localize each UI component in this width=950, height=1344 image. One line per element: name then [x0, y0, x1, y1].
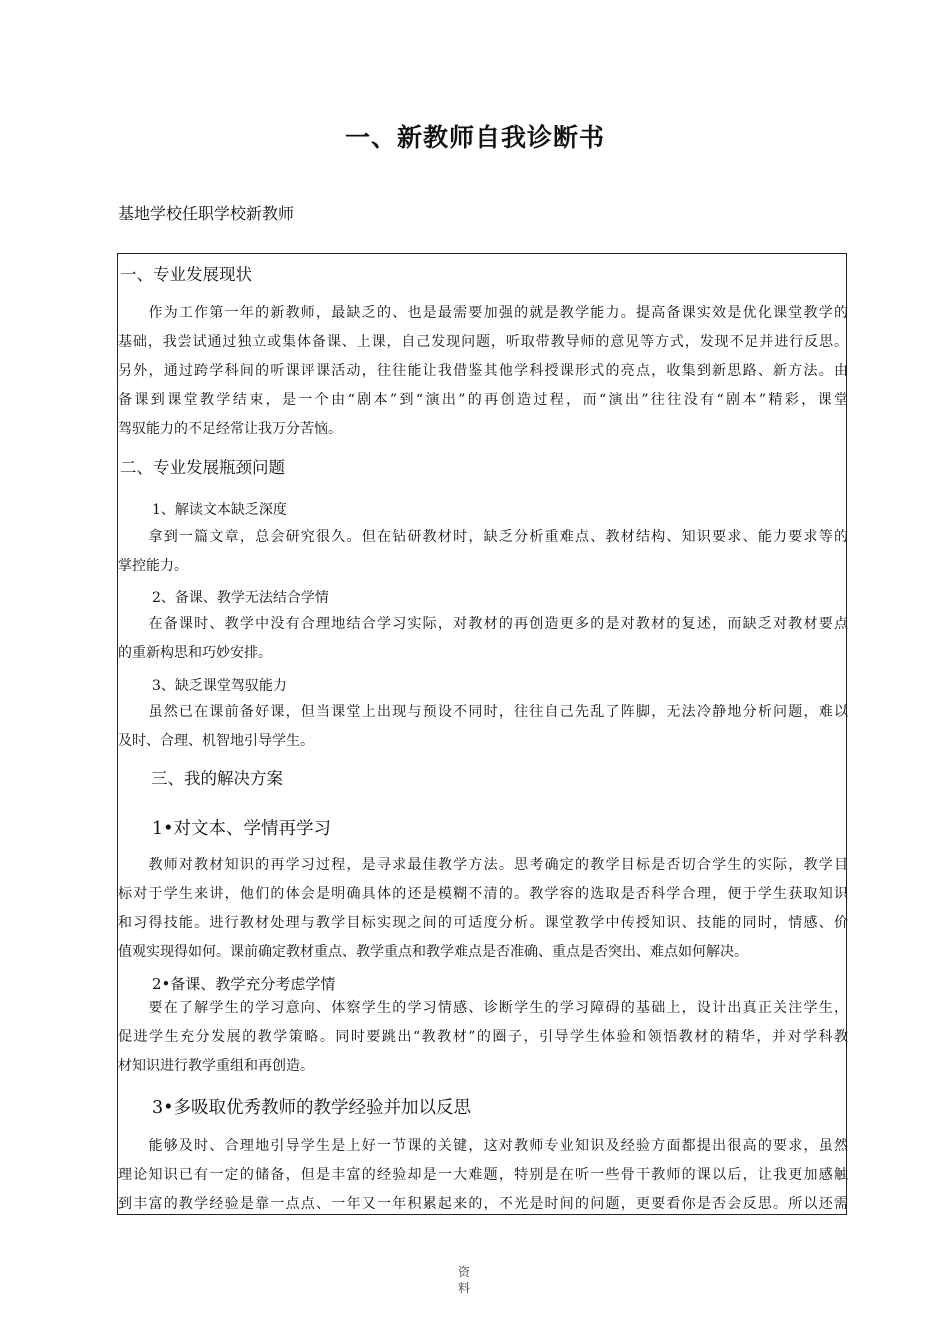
paragraph-line: 另外，通过跨学科间的听课评课活动，往往能让我借鉴其他学科授课形式的亮点，收集到新思路、新方法。由	[118, 363, 848, 379]
section2-item1-paragraph	[118, 523, 848, 581]
section3-item1-paragraph	[118, 851, 848, 967]
section2-item2-paragraph	[118, 610, 848, 668]
section3-item2-title: 2•备课、教学充分考虑学情	[152, 975, 336, 993]
section3-item1-title: 1•对文本、学情再学习	[152, 819, 331, 839]
section3-item3-title: 3•多吸取优秀教师的教学经验并加以反思	[152, 1098, 471, 1118]
paragraph-line: 作为工作第一年的新教师，最缺乏的、也是最需要加强的就是教学能力。提高备课实效是优化课堂教学的	[118, 305, 848, 321]
section3-item2-paragraph	[118, 994, 848, 1081]
paragraph-line: 材知识进行教学重组和再创造。	[118, 1058, 314, 1074]
document-title: 一、新教师自我诊断书	[344, 123, 605, 152]
paragraph-line: 及时、合理、机智地引导学生。	[118, 733, 314, 749]
paragraph-line: 到丰富的教学经验是靠一点点、一年又一年积累起来的，不光是时间的问题，更要看你是否会反思。所以还需	[118, 1196, 848, 1212]
paragraph-line: 的重新构思和巧妙安排。	[118, 645, 272, 661]
section2-item3-title: 3、缺乏课堂驾驭能力	[152, 678, 287, 694]
paragraph-line: 标对于学生来讲，他们的体会是明确具体的还是模糊不清的。教学容的选取是否科学合理，便于学生获取知识	[118, 886, 848, 902]
document-subtitle: 基地学校任职学校新教师	[118, 204, 295, 223]
paragraph-line: 理论知识已有一定的储备，但是丰富的经验却是一大难题，特别是在听一些骨干教师的课以后，让我更加感触	[118, 1167, 848, 1183]
section1-heading: 一、专业发展现状	[120, 265, 252, 284]
paragraph-line: 备课到课堂教学结束，是一个由“剧本”到“演出”的再创造过程，而“演出”往往没有“剧本”精彩，课堂	[118, 392, 848, 408]
section1-paragraph	[118, 299, 848, 444]
paragraph-line: 和习得技能。进行教材处理与教学目标实现之间的可适度分析。课堂教学中传授知识、技能的同时，情感、价	[118, 915, 848, 931]
section2-item2-title: 2、备课、教学无法结合学情	[152, 590, 329, 606]
paragraph-line: 虽然已在课前备好课，但当课堂上出现与预设不同时，往往自己先乱了阵脚，无法冷静地分析问题，难以	[118, 704, 848, 720]
paragraph-line: 在备课时、教学中没有合理地结合学习实际，对教材的再创造更多的是对教材的复述，而缺乏对教材要点	[118, 616, 848, 632]
paragraph-line: 值观实现得如何。课前确定教材重点、教学重点和教学难点是否准确、重点是否突出、难点如何解决。	[118, 944, 748, 960]
paragraph-line: 教师对教材知识的再学习过程，是寻求最佳教学方法。思考确定的教学目标是否切合学生的实际，教学目	[118, 857, 848, 873]
paragraph-line: 拿到一篇文章，总会研究很久。但在钻研教材时，缺乏分析重难点、教材结构、知识要求、能力要求等的	[118, 529, 848, 545]
paragraph-line: 掌控能力。	[118, 558, 188, 574]
section2-item3-paragraph	[118, 698, 848, 756]
paragraph-line: 要在了解学生的学习意向、体察学生的学习情感、诊断学生的学习障碍的基础上，设计出真正关注学生，	[118, 1000, 848, 1016]
page-footer: 资料	[457, 1265, 470, 1295]
section3-heading: 三、我的解决方案	[151, 769, 283, 788]
diagnosis-table	[117, 253, 847, 1215]
section3-item3-paragraph	[118, 1132, 848, 1219]
paragraph-line: 驾驭能力的不足经常让我万分苦恼。	[118, 421, 342, 437]
section2-heading: 二、专业发展瓶颈问题	[120, 458, 285, 477]
section2-item1-title: 1、解读文本缺乏深度	[152, 502, 287, 518]
paragraph-line: 促进学生充分发展的教学策略。同时要跳出“教教材”的圈子，引导学生体验和领悟教材的精华，并对学科教	[118, 1029, 848, 1045]
paragraph-line: 能够及时、合理地引导学生是上好一节课的关键，这对教师专业知识及经验方面都提出很高的要求，虽然	[118, 1138, 848, 1154]
paragraph-line: 基础，我尝试通过独立或集体备课、上课，自己发现问题，听取带教导师的意见等方式，发现不足并进行反思。	[118, 334, 848, 350]
